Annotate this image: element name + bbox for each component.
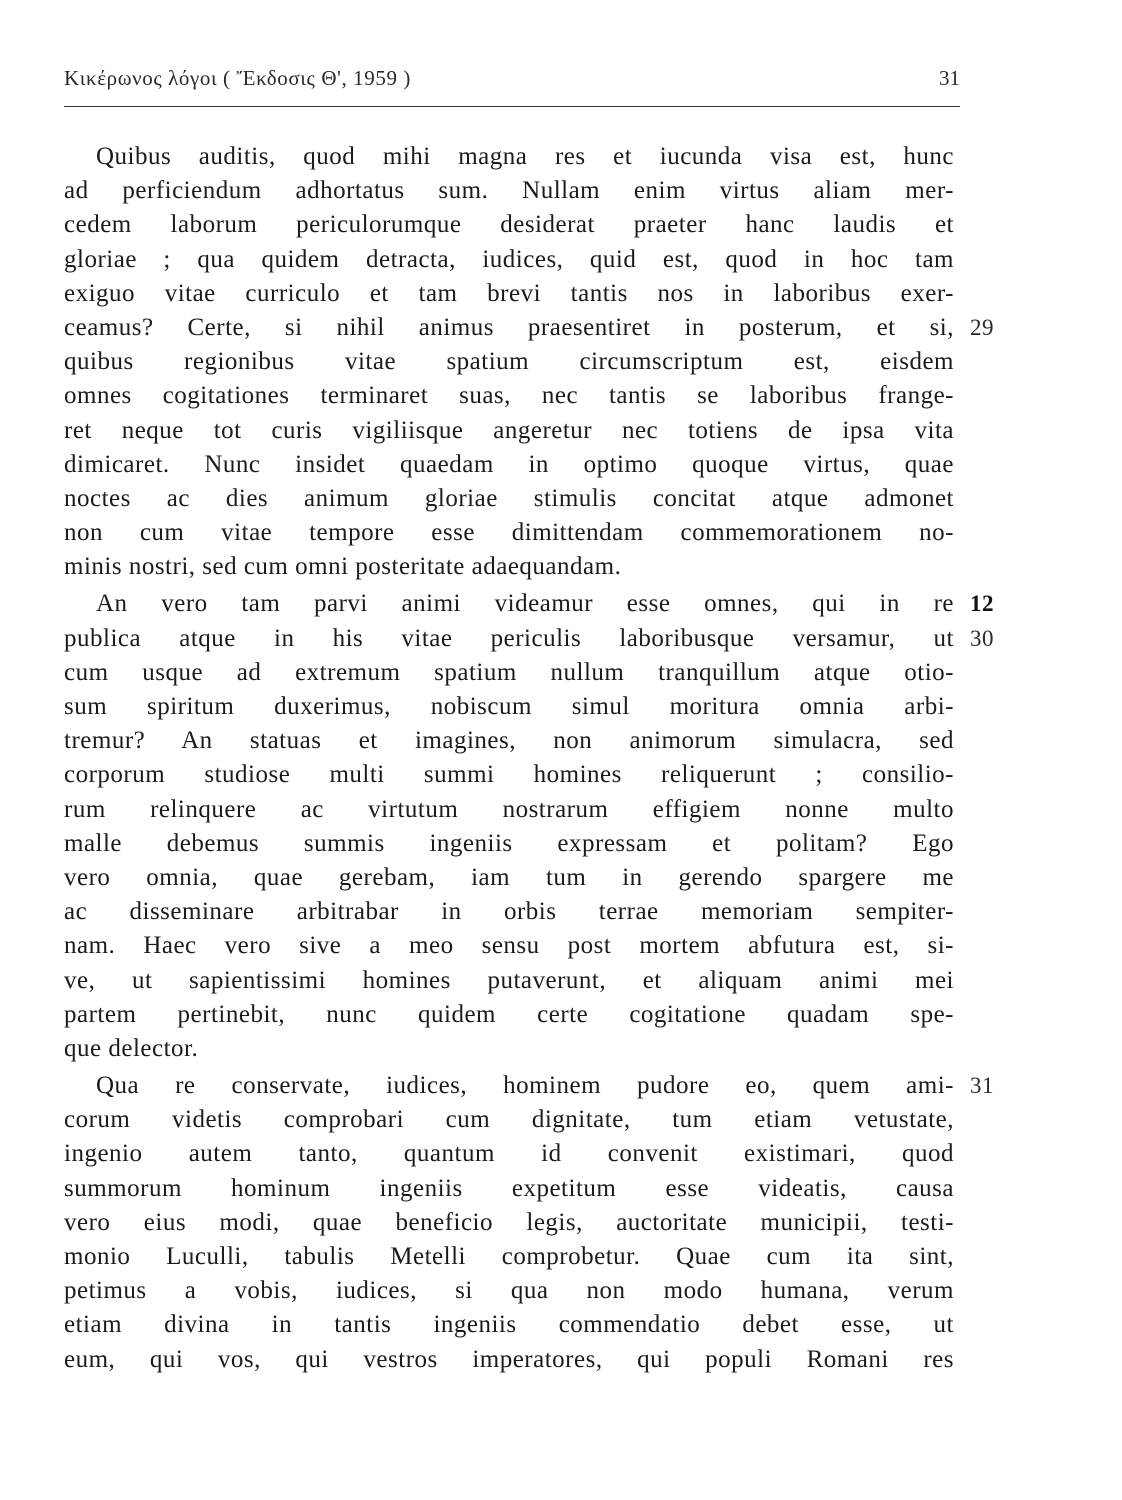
line-text: ret neque tot curis vigiliisque angeretur nec totiens de ipsa vita (64, 416, 954, 444)
text-line (64, 1343, 954, 1377)
text-line (64, 793, 954, 827)
paragraph (64, 140, 994, 584)
text-line (64, 1240, 954, 1274)
text-line (64, 758, 954, 792)
text-line (64, 140, 954, 174)
text-line (64, 964, 954, 998)
text-line (64, 379, 954, 413)
line-text: ceamus? Certe, si nihil animus praesentiret in posterum, et si, (64, 313, 954, 341)
text-line (64, 1103, 954, 1137)
line-text: petimus a vobis, iudices, si qua non modo humana, verum (64, 1277, 954, 1305)
line-text: dimicaret. Nunc insidet quaedam in optimo quoque virtus, quae (64, 450, 954, 478)
chapter-number: 12 (970, 591, 994, 617)
paragraph (64, 1069, 994, 1377)
line-text: etiam divina in tantis ingeniis commendatio debet esse, ut (64, 1311, 954, 1339)
text-line (64, 482, 954, 516)
text-line (64, 656, 954, 690)
running-header (64, 66, 960, 107)
line-text: non cum vitae tempore esse dimittendam commemorationem no- (64, 519, 954, 547)
line-text: cedem laborum periculorumque desiderat praeter hanc laudis et (64, 211, 954, 239)
line-text: ingenio autem tanto, quantum id convenit existimari, quod (64, 1140, 954, 1168)
line-text: eum, qui vos, qui vestros imperatores, qui populi Romani res (64, 1345, 954, 1373)
line-text: minis nostri, sed cum omni posteritate adaequandam. (64, 553, 622, 581)
paragraph (64, 587, 994, 1066)
line-text: vero omnia, quae gerebam, iam tum in gerendo spargere me (64, 863, 954, 891)
line-text: Quibus auditis, quod mihi magna res et iucunda visa est, hunc (96, 143, 954, 170)
line-text: omnes cogitationes terminaret suas, nec tantis se laboribus frange- (64, 382, 954, 410)
text-line (64, 1206, 954, 1240)
text-line (64, 1069, 994, 1103)
line-text: monio Luculli, tabulis Metelli comprobetur. Quae cum ita sint, (64, 1243, 954, 1270)
line-text: que delector. (64, 1034, 199, 1062)
text-line (64, 827, 954, 861)
text-line (64, 1274, 954, 1308)
page-number: 31 (939, 66, 960, 90)
text-line (64, 622, 994, 656)
text-line (64, 1137, 954, 1171)
text-line (64, 550, 954, 584)
text-line (64, 277, 954, 311)
text-line (64, 587, 994, 621)
line-text: tremur? An statuas et imagines, non animorum simulacra, sed (64, 727, 954, 755)
text-line (64, 448, 954, 482)
section-number: 29 (970, 314, 994, 340)
text-line (64, 724, 954, 758)
line-text: ac disseminare arbitrabar in orbis terrae memoriam sempiter- (64, 898, 954, 926)
text-line (64, 516, 954, 550)
line-text: vero eius modi, quae beneficio legis, auctoritate municipii, testi- (64, 1208, 954, 1236)
line-text: quibus regionibus vitae spatium circumscriptum est, eisdem (64, 348, 954, 376)
line-text: gloriae ; qua quidem detracta, iudices, quid est, quod in hoc tam (64, 245, 954, 273)
line-text: sum spiritum duxerimus, nobiscum simul moritura omnia arbi- (64, 693, 954, 720)
text-line (64, 174, 954, 208)
line-text: Qua re conservate, iudices, hominem pudore eo, quem ami- (96, 1072, 954, 1100)
line-text: corum videtis comprobari cum dignitate, tum etiam vetustate, (64, 1106, 954, 1134)
text-line (64, 861, 954, 895)
line-text: exiguo vitae curriculo et tam brevi tantis nos in laboribus exer- (64, 279, 954, 307)
text-line (64, 1032, 954, 1066)
header-title: Κικέρωνος λόγοι ( Ἔκδοσις Θ', 1959 ) (64, 66, 412, 90)
text-line (64, 929, 954, 963)
body-text (64, 140, 994, 1377)
line-text: publica atque in his vitae periculis laboribusque versamur, ut (64, 624, 954, 652)
line-text: nam. Haec vero sive a meo sensu post mortem abfutura est, si- (64, 932, 954, 960)
text-line (64, 895, 954, 929)
text-line (64, 414, 954, 448)
line-text: partem pertinebit, nunc quidem certe cogitatione quadam spe- (64, 1000, 954, 1028)
text-line (64, 345, 954, 379)
text-line (64, 311, 994, 345)
line-text: noctes ac dies animum gloriae stimulis concitat atque admonet (64, 484, 954, 512)
line-text: An vero tam parvi animi videamur esse omnes, qui in re (96, 590, 954, 618)
text-line (64, 1308, 954, 1342)
line-text: summorum hominum ingeniis expetitum esse videatis, causa (64, 1174, 954, 1202)
text-line (64, 998, 954, 1032)
line-text: rum relinquere ac virtutum nostrarum effigiem nonne multo (64, 795, 954, 823)
line-text: ve, ut sapientissimi homines putaverunt, et aliquam animi mei (64, 966, 954, 994)
text-line (64, 243, 954, 277)
line-text: cum usque ad extremum spatium nullum tranquillum atque otio- (64, 658, 954, 686)
text-line (64, 208, 954, 242)
text-line (64, 1172, 954, 1206)
line-text: malle debemus summis ingeniis expressam et politam? Ego (64, 829, 954, 857)
line-text: corporum studiose multi summi homines reliquerunt ; consilio- (64, 761, 954, 789)
section-number: 31 (970, 1073, 994, 1099)
line-text: ad perficiendum adhortatus sum. Nullam enim virtus aliam mer- (64, 177, 954, 205)
section-number: 30 (970, 625, 994, 651)
text-line (64, 690, 954, 724)
